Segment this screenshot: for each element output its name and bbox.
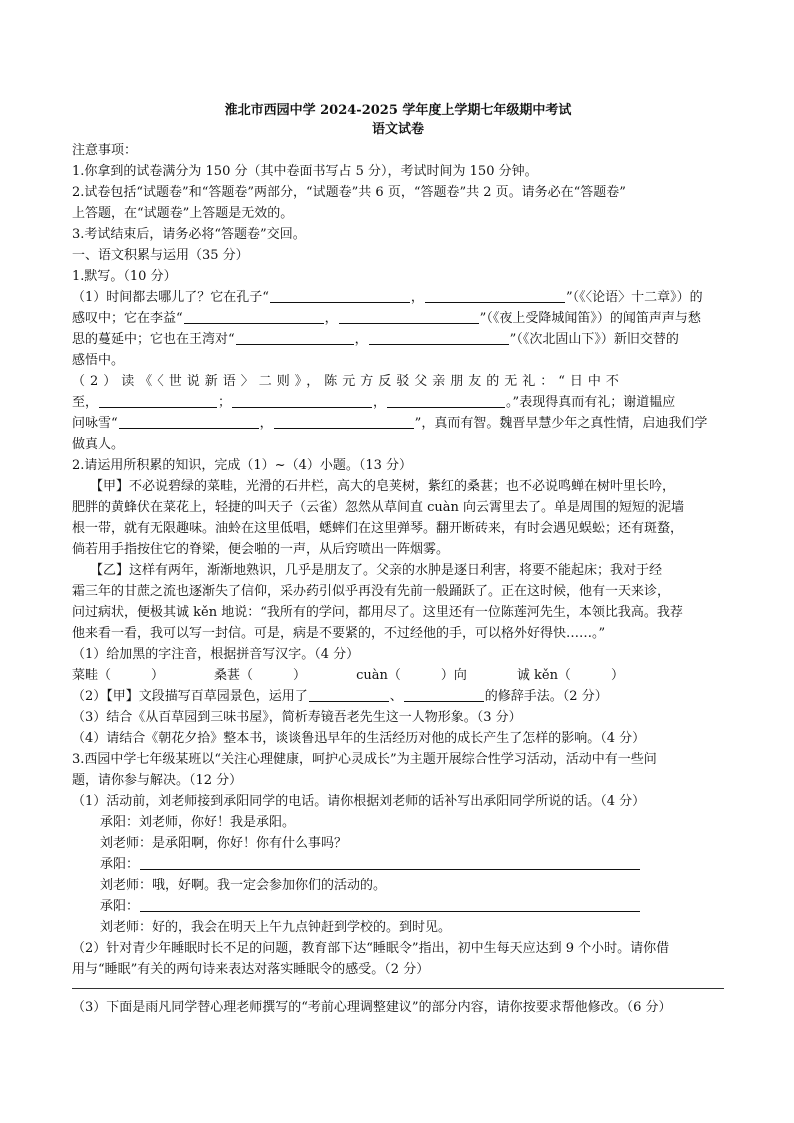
q1-line: 问咏雪“ ， ”，真而有智。魏晋早慧少年之真性情，启迪我们学: [72, 416, 708, 431]
passage-yi-line: 问过病状，便极其诚 kěn 地说：“我所有的学问，都用尽了。这里还有一位陈莲河先生，本领比我高。我荐: [72, 605, 683, 620]
q1-line: （1）时间都去哪儿了？它在孔子“ ， ”（《〈论语〉十二章》）的: [72, 290, 703, 305]
dialog-line: 承阳：: [100, 896, 724, 917]
answer-blank[interactable]: [232, 393, 372, 408]
q1-line: 感悟中。: [72, 353, 125, 368]
question-3-heading: 3.西园中学七年级某班以“关注心理健康，呵护心灵成长”为主题开展综合性学习活动，活动中有一些问: [72, 752, 657, 767]
q2-sub2: （2）【甲】文段描写百草园景色，运用了 、 的修辞手法。（2 分）: [72, 689, 608, 704]
dialog-line: 承阳：: [100, 854, 724, 875]
dialog-line: 刘老师：是承阳啊，你好！你有什么事吗？: [100, 836, 348, 851]
question-3-heading: 题，请你参与解决。（12 分）: [72, 773, 243, 788]
exam-subtitle: 语文试卷: [371, 122, 424, 137]
question-1-heading: 1.默写。（10 分）: [72, 269, 177, 284]
answer-blank[interactable]: [99, 393, 217, 408]
notice-item: 2.试卷包括“试题卷”和“答题卷”两部分，“试题卷”共 6 页，“答题卷”共 2 页。请务必在“答题卷”: [72, 185, 626, 200]
q1-line: （2）读《〈世说新语〉二则》，陈元方反驳父亲朋友的无礼：“日中不: [72, 374, 624, 389]
q2-sub1: （1）给加黑的字注音，根据拼音写汉字。（4 分）: [72, 647, 360, 662]
notice-item: 上答题，在“试题卷”上答题是无效的。: [72, 206, 294, 221]
q1-line: 做真人。: [72, 437, 125, 452]
answer-blank[interactable]: [184, 309, 324, 324]
notice-item: 3.考试结束后，请务必将“答题卷”交回。: [72, 227, 306, 242]
passage-jia-line: 根一带，就有无限趣味。油蛉在这里低唱，蟋蟀们在这里弹琴。翻开断砖来，有时会遇见蜈蚣；还有斑蝥，: [72, 521, 684, 536]
q2-sub3: （3）结合《从百草园到三味书屋》，简析寿镜吾老先生这一人物形象。（3 分）: [72, 710, 522, 725]
dialog-line: 承阳：刘老师，你好！我是承阳。: [100, 815, 296, 830]
dialog-line: 刘老师：好的，我会在明天上午九点钟赶到学校的。到时见。: [100, 920, 452, 935]
answer-blank[interactable]: [140, 855, 640, 870]
section-heading: 一、语文积累与运用（35 分）: [72, 248, 249, 263]
notice-item: 1.你拿到的试卷满分为 150 分（其中卷面书写占 5 分），考试时间为 150 分钟。: [72, 164, 538, 179]
answer-blank[interactable]: [309, 687, 389, 702]
answer-blank[interactable]: [339, 309, 479, 324]
q3-sub2: （2）针对青少年睡眠时长不足的问题，教育部下达“睡眠令”指出，初中生每天应达到 9 个小时。请你借: [72, 941, 670, 956]
answer-blank[interactable]: [270, 288, 410, 303]
q3-sub1: （1）活动前，刘老师接到承阳同学的电话。请你根据刘老师的话补写出承阳同学所说的话。（4 分）: [72, 794, 646, 809]
answer-blank[interactable]: [387, 393, 505, 408]
exam-title: 淮北市西园中学 2024-2025 学年度上学期七年级期中考试: [224, 103, 572, 118]
passage-yi-line: 他来看一看，我可以写一封信。可是，病是不要紧的，不过经他的手，可以格外好得快……。”: [72, 626, 606, 641]
answer-blank[interactable]: [404, 687, 484, 702]
answer-blank[interactable]: [119, 414, 259, 429]
q3-sub2: 用与“睡眠”有关的两句诗来表达对落实睡眠令的感受。（2 分）: [72, 962, 430, 977]
answer-line[interactable]: [72, 988, 724, 989]
answer-blank[interactable]: [236, 330, 354, 345]
q2-sub4: （4）请结合《朝花夕拾》整本书，谈谈鲁迅早年的生活经历对他的成长产生了怎样的影响。（4 分）: [72, 731, 646, 746]
passage-yi-line: 【乙】这样有两年，渐渐地熟识，几乎是朋友了。父亲的水肿是逐日利害，将要不能起床；我对于经: [90, 563, 663, 578]
passage-jia-line: 【甲】不必说碧绿的菜畦，光滑的石井栏，高大的皂荚树，紫红的桑葚；也不必说鸣蝉在树叶里长吟，: [90, 479, 676, 494]
answer-blank[interactable]: [425, 288, 565, 303]
q2-sub1-items: 菜畦（ ） 桑葚（ ） cuàn（ ）向 诚 kěn（ ）: [72, 668, 624, 683]
answer-blank[interactable]: [140, 897, 640, 912]
q1-line: 至， ； ， 。”表现得真而有礼；谢道韫应: [72, 395, 676, 410]
answer-blank[interactable]: [369, 330, 509, 345]
q3-sub3: （3）下面是雨凡同学替心理老师撰写的“考前心理调整建议”的部分内容，请你按要求帮他修改。（6 分）: [72, 1000, 672, 1015]
answer-blank[interactable]: [274, 414, 414, 429]
q1-line: 感叹中；它在李益“ ， ”（《夜上受降城闻笛》）的闻笛声声与愁: [72, 311, 701, 326]
notice-heading: 注意事项：: [72, 143, 138, 158]
q1-line: 思的蔓延中；它也在王湾对“ ， ”（《次北固山下》）新旧交替的: [72, 332, 679, 347]
passage-yi-line: 霜三年的甘蔗之流也逐渐失了信仰，采办药引似乎再没有先前一般踊跃了。正在这时候，他有一天来诊，: [72, 584, 671, 599]
dialog-line: 刘老师：哦，好啊。我一定会参加你们的活动的。: [100, 878, 387, 893]
passage-jia-line: 肥胖的黄蜂伏在菜花上，轻捷的叫天子（云雀）忽然从草间直 cuàn 向云霄里去了。单是周围的短短的泥墙: [72, 500, 685, 515]
question-2-heading: 2.请运用所积累的知识，完成（1）~（4）小题。（13 分）: [72, 458, 413, 473]
passage-jia-line: 倘若用手指按住它的脊梁，便会啪的一声，从后窍喷出一阵烟雾。: [72, 542, 450, 557]
